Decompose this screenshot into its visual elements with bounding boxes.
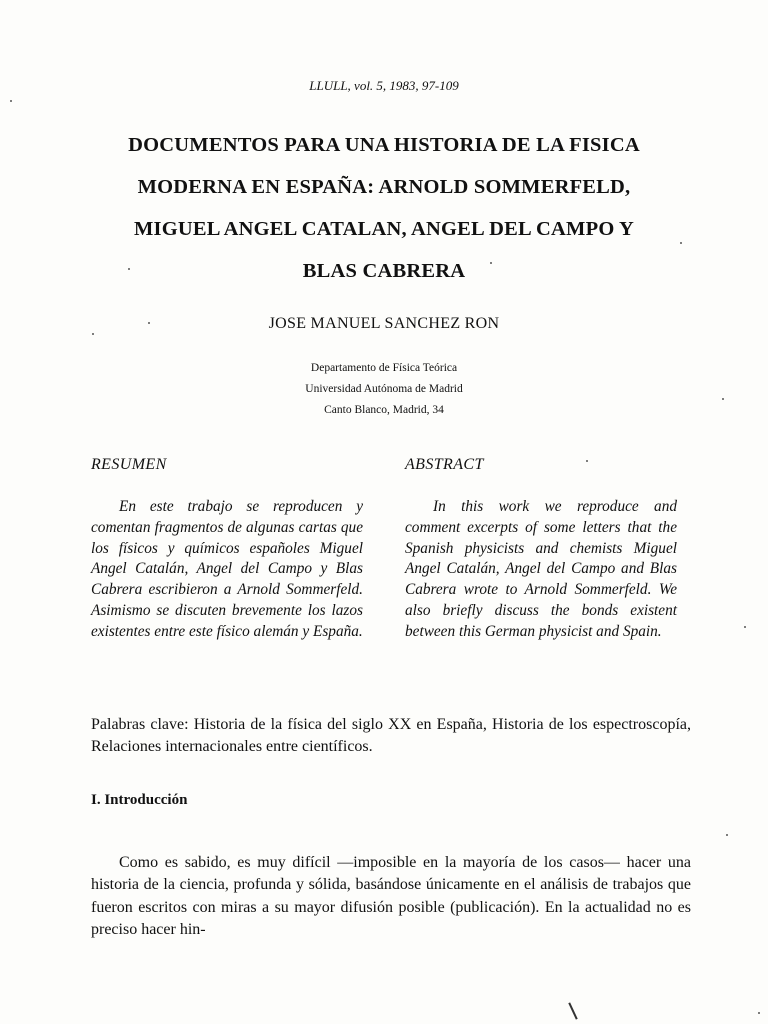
scan-speck xyxy=(148,322,150,324)
scan-speck xyxy=(92,333,94,335)
resumen-text: En este trabajo se reproducen y comentan fragmentos de algunas cartas que los físicos y químicos españoles Miguel Angel Catalán, Angel del Campo y Blas Cabrera escribieron a Arnold Sommerfeld. Asimismo se discuten brevemente los lazos existentes entre este físico alemán y España. xyxy=(91,498,363,640)
scan-mark xyxy=(568,1002,577,1019)
title-line-4: BLAS CABRERA xyxy=(302,260,466,282)
abstract-heading: ABSTRACT xyxy=(405,456,484,473)
title-line-1: DOCUMENTOS PARA UNA HISTORIA DE LA FISICA xyxy=(128,134,640,156)
scan-speck xyxy=(744,626,746,628)
resumen-heading: RESUMEN xyxy=(91,456,167,473)
scan-speck xyxy=(586,460,588,462)
scan-speck xyxy=(726,834,728,836)
paper-title xyxy=(70,124,698,292)
scan-speck xyxy=(758,1012,760,1014)
keywords: Palabras clave: Historia de la física del siglo XX en España, Historia de los espectroscopía, Relaciones internacionales entre científicos. xyxy=(91,716,691,755)
affiliation-address: Canto Blanco, Madrid, 34 xyxy=(324,404,444,416)
affiliation-department: Departamento de Física Teórica xyxy=(310,362,458,374)
intro-paragraph: Como es sabido, es muy difícil —imposible en la mayoría de los casos— hacer una historia de la ciencia, profunda y sólida, basándose únicamente en el análisis de trabajos que fueron escritos con miras a su mayor difusión posible (publicación). En la actualidad no es preciso hacer hin- xyxy=(91,854,691,938)
scan-speck xyxy=(722,398,724,400)
abstract-text: In this work we reproduce and comment excerpts of some letters that the Spanish physicists and chemists Miguel Angel Catalán, Angel del Campo and Blas Cabrera wrote to Arnold Sommerfeld. We also briefly discuss the bonds existent between this German physicist and Spain. xyxy=(405,498,677,640)
author-name: JOSE MANUEL SANCHEZ RON xyxy=(268,315,500,332)
journal-citation: LLULL, vol. 5, 1983, 97-109 xyxy=(309,78,459,93)
section-heading: I. Introducción xyxy=(91,792,188,808)
scan-speck xyxy=(490,262,492,264)
affiliation-university: Universidad Autónoma de Madrid xyxy=(305,383,463,395)
affiliation xyxy=(0,358,768,421)
scan-speck xyxy=(10,100,12,102)
scan-speck xyxy=(680,242,682,244)
scan-speck xyxy=(128,268,130,270)
title-line-3: MIGUEL ANGEL CATALAN, ANGEL DEL CAMPO Y xyxy=(133,218,635,240)
title-line-2: MODERNA EN ESPAÑA: ARNOLD SOMMERFELD, xyxy=(137,176,631,198)
